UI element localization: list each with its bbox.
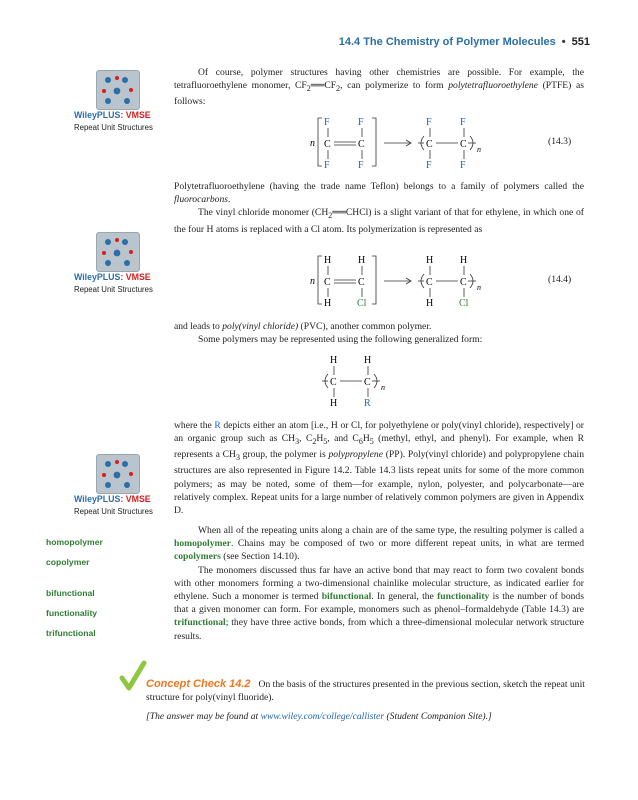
vmse-subtitle: Repeat Unit Structures — [74, 285, 153, 294]
svg-text:F: F — [324, 117, 330, 128]
svg-text:F: F — [460, 117, 466, 128]
svg-text:F: F — [426, 160, 432, 171]
paragraph-ptfe-intro: Of course, polymer structures having other chemistries are possible. For example, the tetrafluoroethylene monomer, $CF_2══CF_2$, can polymerize to form polytetrafluoroethylene (PTFE) as follows: — [174, 67, 584, 108]
paragraph-r-group: where the R depicts either an atom [i.e., H or Cl, for polyethylene or poly(vinyl chloride), respectively] or an organic group such as $CH_3$, $C_2H_5$, and $C_6H_5$ (methyl, ethyl, and phenyl). For example, when R represents a $CH_3$ group, the polymer is polypropylene (PP). Poly(vinyl chloride) and polypropylene chain structures are also represented in Figure 14.2. Table 14.3 lists repeat units for some of the more common polymers; as may be noted, some of them—for example, nylon, polyester, and polycarbonate—are relatively complex. Repeat units for a large number of relatively common polymers are given in Appendix D. — [174, 420, 584, 517]
svg-text:C: C — [358, 139, 365, 150]
svg-text:F: F — [358, 117, 364, 128]
vmse-subtitle: Repeat Unit Structures — [74, 507, 153, 516]
paragraph-fluorocarbons: Polytetrafluoroethylene (having the trade name Teflon) belongs to a family of polymers called the fluorocarbons. The vinyl chloride monomer $(CH_2══CHCl)$ is a slight variant of that for ethylene, in which one of the four H atoms is replaced with a Cl atom. Its polymerization is represented as — [174, 181, 584, 235]
svg-text:n: n — [477, 283, 481, 292]
svg-text:H: H — [330, 355, 338, 366]
equation-generalized-form — [306, 352, 396, 410]
svg-text:n: n — [477, 145, 481, 154]
svg-text:H: H — [426, 298, 434, 309]
concept-check-question: On the basis of the structures presented in the previous section, sketch the repeat unit structure for poly(vinyl fluoride). — [146, 679, 585, 704]
svg-text:F: F — [324, 160, 330, 171]
svg-text:n: n — [310, 138, 315, 149]
svg-text:C: C — [426, 139, 433, 150]
svg-text:F: F — [460, 160, 466, 171]
concept-check-box — [146, 678, 586, 723]
section-title: 14.4 The Chemistry of Polymer Molecules — [338, 36, 556, 48]
margin-term-homopolymer: homopolymer — [46, 537, 103, 547]
margin-term-trifunctional: trifunctional — [46, 628, 96, 638]
equation-number-14-4: (14.4) — [548, 274, 572, 285]
svg-text:C: C — [364, 377, 371, 388]
margin-term-copolymer: copolymer — [46, 557, 90, 567]
margin-term-bifunctional: bifunctional — [46, 588, 95, 598]
svg-text:H: H — [330, 398, 338, 409]
header-separator: • — [561, 36, 566, 48]
concept-check-title: Concept Check 14.2 — [146, 678, 251, 690]
vmse-molecule-icon[interactable] — [96, 232, 140, 272]
equation-pvc — [300, 252, 540, 310]
concept-check-answer: [The answer may be found at www.wiley.com/college/callister (Student Companion Site).] — [146, 710, 492, 722]
wileyplus-vmse-label[interactable]: WileyPLUS: VMSE — [74, 494, 151, 504]
svg-text:H: H — [364, 355, 372, 366]
vmse-subtitle: Repeat Unit Structures — [74, 123, 153, 132]
svg-text:Cl: Cl — [357, 298, 367, 309]
svg-text:F: F — [358, 160, 364, 171]
svg-text:H: H — [324, 255, 332, 266]
vmse-molecule-icon[interactable] — [96, 454, 140, 494]
wileyplus-vmse-label[interactable]: WileyPLUS: VMSE — [74, 110, 151, 120]
svg-text:F: F — [426, 117, 432, 128]
vmse-molecule-icon[interactable] — [96, 70, 140, 110]
svg-text:H: H — [324, 298, 332, 309]
svg-text:C: C — [426, 277, 433, 288]
svg-text:n: n — [381, 383, 385, 392]
svg-text:H: H — [460, 255, 468, 266]
running-header — [339, 36, 590, 48]
equation-number-14-3: (14.3) — [548, 136, 572, 147]
svg-text:n: n — [310, 276, 315, 287]
svg-text:C: C — [358, 277, 365, 288]
wileyplus-vmse-label[interactable]: WileyPLUS: VMSE — [74, 272, 151, 282]
margin-term-functionality: functionality — [46, 608, 98, 618]
answer-link[interactable]: www.wiley.com/college/callister — [260, 710, 385, 722]
paragraph-homopolymer: When all of the repeating units along a chain are of the same type, the resulting polymer is called a homopolymer. Chains may be composed of two or more different repeat units, in what are termed copolymers (see Section 14.10). The monomers discussed thus far have an active bond that may react to form two covalent bonds with other monomers forming a two-dimensional chainlike molecular structure, as indicated earlier for ethylene. Such a monomer is termed bifunctional. In general, the functionality is the number of bonds that a given monomer can form. For example, monomers such as phenol–formaldehyde (Table 14.3) are trifunctional; they have three active bonds, from which a three-dimensional molecular network structure results. — [174, 525, 584, 642]
checkmark-icon — [118, 660, 148, 694]
paragraph-pvc: and leads to poly(vinyl chloride) (PVC), another common polymer. Some polymers may be represented using the following generalized form: — [174, 321, 483, 346]
svg-text:C: C — [324, 139, 331, 150]
svg-text:Cl: Cl — [459, 298, 469, 309]
svg-text:H: H — [358, 255, 366, 266]
svg-text:H: H — [426, 255, 434, 266]
svg-text:C: C — [460, 139, 467, 150]
page-number: 551 — [571, 36, 590, 48]
svg-text:R: R — [364, 398, 371, 409]
svg-text:C: C — [460, 277, 467, 288]
svg-text:C: C — [324, 277, 331, 288]
svg-text:C: C — [330, 377, 337, 388]
equation-ptfe — [300, 114, 540, 172]
